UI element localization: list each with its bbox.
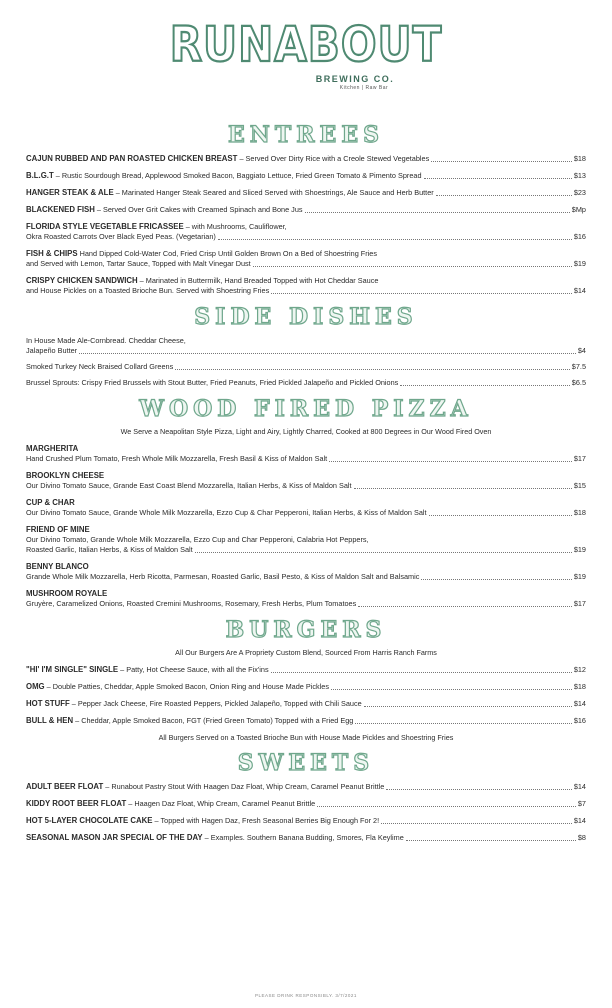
dot-leader — [195, 552, 572, 553]
item-description-line — [26, 816, 586, 826]
item-description-line — [26, 205, 586, 215]
menu-item — [26, 276, 586, 296]
entrees-section — [26, 122, 586, 296]
item-description-line — [26, 535, 586, 545]
dot-leader — [406, 840, 576, 841]
item-text — [26, 599, 356, 609]
item-text — [26, 572, 419, 582]
item-text — [26, 286, 269, 296]
item-text — [26, 545, 193, 555]
item-description: – Marinated in Buttermilk, Hand Breaded Topped with Hot Cheddar Sauce — [139, 276, 379, 285]
item-price-row — [26, 572, 586, 582]
item-text — [26, 799, 315, 809]
item-price: $23 — [573, 188, 586, 197]
item-description: Okra Roasted Carrots Over Black Eyed Peas. (Vegetarian) — [26, 232, 216, 241]
item-price: $18 — [573, 682, 586, 691]
item-price: $18 — [573, 154, 586, 163]
dot-leader — [79, 353, 576, 354]
item-description: Hand Dipped Cold-Water Cod, Fried Crisp Until Golden Brown On a Bed of Shoestring Fries — [79, 249, 378, 258]
item-description-line — [26, 222, 586, 232]
section-intro: We Serve a Neapolitan Style Pizza, Light and Airy, Lightly Charred, Cooked at 800 Degrees in Our Wood Fired Oven — [120, 427, 492, 436]
dot-leader — [386, 789, 572, 790]
dot-leader — [271, 293, 572, 294]
item-description-line — [26, 833, 586, 843]
logo-subtitle: BREWING CO. — [315, 74, 395, 84]
dot-leader — [429, 515, 572, 516]
section-title: SIDE DISHES — [194, 304, 418, 330]
item-description-line — [26, 665, 586, 675]
item-price-row — [26, 259, 586, 269]
item-price-row — [26, 286, 586, 296]
sides-section — [26, 304, 586, 388]
item-description-line — [26, 716, 586, 726]
dot-leader — [175, 369, 570, 370]
section-title: WOOD FIRED PIZZA — [139, 396, 473, 422]
item-description: Hand Crushed Plum Tomato, Fresh Whole Milk Mozzarella, Fresh Basil & Kiss of Maldon Salt — [26, 454, 328, 463]
item-text — [26, 508, 427, 518]
item-name: MARGHERITA — [26, 444, 79, 453]
item-name: HOT 5-LAYER CHOCOLATE CAKE — [26, 816, 153, 825]
dot-leader — [400, 385, 569, 386]
item-description: – Served Over Dirty Rice with a Creole Stewed Vegetables — [239, 154, 430, 163]
item-price: $14 — [573, 816, 586, 825]
item-description: – Double Patties, Cheddar, Apple Smoked Bacon, Onion Ring and House Made Pickles — [46, 682, 329, 691]
sweets-list — [26, 782, 586, 843]
item-text — [26, 716, 353, 726]
item-description: – Cheddar, Apple Smoked Bacon, FGT (Fried Green Tomato) Topped with a Fried Egg — [75, 716, 354, 725]
menu-item — [26, 222, 586, 242]
item-description-line — [26, 782, 586, 792]
menu-item — [26, 378, 586, 388]
item-text — [26, 782, 384, 792]
item-price: $4 — [577, 346, 586, 355]
item-description-line — [26, 799, 586, 809]
item-name: CUP & CHAR — [26, 498, 75, 507]
dot-leader — [218, 239, 572, 240]
item-price: $18 — [573, 508, 586, 517]
pizza-list — [26, 444, 586, 609]
item-description: – Rustic Sourdough Bread, Applewood Smoked Bacon, Baggiato Lettuce, Fried Green Tomato & Pimento Spread — [55, 171, 422, 180]
item-name: FISH & CHIPS — [26, 249, 78, 258]
menu-item — [26, 525, 586, 555]
sides-list — [26, 336, 586, 388]
item-price: $7 — [577, 799, 586, 808]
item-text — [26, 362, 173, 372]
item-name: CAJUN RUBBED AND PAN ROASTED CHICKEN BREAST — [26, 154, 238, 163]
item-name: HANGER STEAK & ALE — [26, 188, 114, 197]
section-title: SWEETS — [237, 750, 375, 776]
item-description-line — [26, 699, 586, 709]
item-text — [26, 171, 422, 181]
item-price: $12 — [573, 665, 586, 674]
section-title: BURGERS — [225, 617, 387, 643]
menu-item — [26, 799, 586, 809]
item-text — [26, 454, 327, 464]
item-price: $6.5 — [571, 378, 586, 387]
item-text — [26, 205, 303, 215]
item-description: – Pepper Jack Cheese, Fire Roasted Peppers, Pickled Jalapeño, Topped with Chili Sauce — [71, 699, 362, 708]
item-price-row — [26, 454, 586, 464]
item-description: and House Pickles on a Toasted Brioche Bun. Served with Shoestring Fries — [26, 286, 270, 295]
item-text — [26, 154, 429, 164]
item-price-row — [26, 508, 586, 518]
item-name: HOT STUFF — [26, 699, 70, 708]
item-price: $8 — [577, 833, 586, 842]
section-note: All Burgers Served on a Toasted Brioche Bun with House Made Pickles and Shoestring Fries — [158, 733, 454, 742]
item-description: – Examples. Southern Banana Budding, Smores, Fla Keylime — [204, 833, 404, 842]
menu-item — [26, 154, 586, 164]
menu-item — [26, 444, 586, 464]
menu-item — [26, 336, 586, 356]
dot-leader — [253, 266, 572, 267]
menu-item — [26, 665, 586, 675]
item-text — [26, 481, 352, 491]
menu-item — [26, 699, 586, 709]
menu-item — [26, 589, 586, 609]
item-description: Jalapeño Butter — [26, 346, 78, 355]
item-text — [26, 378, 398, 388]
dot-leader — [271, 672, 572, 673]
item-price-row — [26, 346, 586, 356]
item-description: Smoked Turkey Neck Braised Collard Greens — [26, 362, 174, 371]
dot-leader — [331, 689, 572, 690]
item-price: $14 — [573, 699, 586, 708]
item-name: FRIEND OF MINE — [26, 525, 90, 534]
item-price: $14 — [573, 286, 586, 295]
menu-item — [26, 816, 586, 826]
item-description: Roasted Garlic, Italian Herbs, & Kiss of Maldon Salt — [26, 545, 193, 554]
item-description-line — [26, 188, 586, 198]
item-text — [26, 259, 251, 269]
item-description: and Served with Lemon, Tartar Sauce, Topped with Malt Vinegar Dust — [26, 259, 251, 268]
item-price: $19 — [573, 572, 586, 581]
dot-leader — [358, 606, 572, 607]
item-description: Gruyère, Caramelized Onions, Roasted Cremini Mushrooms, Rosemary, Fresh Herbs, Plum Tomatoes — [26, 599, 357, 608]
dot-leader — [329, 461, 572, 462]
item-name: OMG — [26, 682, 45, 691]
item-text — [26, 833, 404, 843]
item-name: ADULT BEER FLOAT — [26, 782, 104, 791]
section-intro: All Our Burgers Are A Propriety Custom Blend, Sourced From Harris Ranch Farms — [175, 648, 437, 657]
item-description: – Haagen Daz Float, Whip Cream, Caramel Peanut Brittle — [128, 799, 316, 808]
pizza-section — [26, 396, 586, 609]
dot-leader — [364, 706, 572, 707]
item-name: CRISPY CHICKEN SANDWICH — [26, 276, 138, 285]
dot-leader — [421, 579, 571, 580]
item-description: – Served Over Grit Cakes with Creamed Spinach and Bone Jus — [96, 205, 303, 214]
burgers-list — [26, 665, 586, 726]
item-name: BROOKLYN CHEESE — [26, 471, 105, 480]
item-price: $16 — [573, 232, 586, 241]
menu-item — [26, 188, 586, 198]
item-price: $16 — [573, 716, 586, 725]
item-text — [26, 816, 379, 826]
item-price: $19 — [573, 545, 586, 554]
item-name: KIDDY ROOT BEER FLOAT — [26, 799, 127, 808]
logo-wordmark: RUNABOUT — [169, 16, 443, 73]
logo — [26, 0, 586, 114]
item-description: Grande Whole Milk Mozzarella, Herb Ricotta, Parmesan, Roasted Garlic, Basil Pesto, & Kiss of Maldon Salt and Balsamic — [26, 572, 420, 581]
item-description: Our Divino Tomato Sauce, Grande East Coast Blend Mozzarella, Italian Herbs, & Kiss of Maldon Salt — [26, 481, 352, 490]
footer-note: PLEASE DRINK RESPONSIBLY. 3/7/2021 — [255, 993, 357, 998]
item-text — [26, 188, 434, 198]
item-text — [26, 682, 329, 692]
item-price: $19 — [573, 259, 586, 268]
item-description: Our Divino Tomato Sauce, Grande Whole Milk Mozzarella, Ezzo Cup & Char Pepperoni, Italian Herbs, & Kiss of Maldon Salt — [26, 508, 427, 517]
item-text — [26, 665, 269, 675]
item-price: $Mp — [571, 205, 586, 214]
logo-tagline: Kitchen | Raw Bar — [339, 85, 389, 91]
menu-item — [26, 249, 586, 269]
menu-item — [26, 562, 586, 582]
item-description: – with Mushrooms, Cauliflower, — [185, 222, 287, 231]
item-description-line — [26, 249, 586, 259]
menu-item — [26, 205, 586, 215]
item-description: – Marinated Hanger Steak Seared and Sliced Served with Shoestrings, Ale Sauce and Herb Butter — [115, 188, 434, 197]
menu-item — [26, 171, 586, 181]
item-description: – Patty, Hot Cheese Sauce, with all the Fix'ins — [120, 665, 269, 674]
item-description: In House Made Ale-Cornbread. Cheddar Cheese, — [26, 336, 186, 345]
item-price-row — [26, 599, 586, 609]
item-name: SEASONAL MASON JAR SPECIAL OF THE DAY — [26, 833, 203, 842]
dot-leader — [381, 823, 572, 824]
item-price: $17 — [573, 454, 586, 463]
menu-item — [26, 682, 586, 692]
item-description-line — [26, 336, 586, 346]
item-price-row — [26, 362, 586, 372]
dot-leader — [317, 806, 576, 807]
burgers-section — [26, 617, 586, 742]
dot-leader — [305, 212, 570, 213]
menu-item — [26, 471, 586, 491]
item-text — [26, 346, 77, 356]
item-name: FLORIDA STYLE VEGETABLE FRICASSEE — [26, 222, 184, 231]
item-description-line — [26, 682, 586, 692]
item-price-row — [26, 378, 586, 388]
item-price-row — [26, 232, 586, 242]
item-description: Our Divino Tomato, Grande Whole Milk Mozzarella, Ezzo Cup and Char Pepperoni, Calabria Hot Peppers, — [26, 535, 369, 544]
menu-item — [26, 833, 586, 843]
item-name: BENNY BLANCO — [26, 562, 89, 571]
item-name: B.L.G.T — [26, 171, 54, 180]
item-price: $7.5 — [571, 362, 586, 371]
section-title: ENTREES — [228, 122, 384, 148]
dot-leader — [431, 161, 572, 162]
menu-item — [26, 498, 586, 518]
item-description-line — [26, 154, 586, 164]
item-name: BLACKENED FISH — [26, 205, 95, 214]
menu-item — [26, 362, 586, 372]
menu-item — [26, 782, 586, 792]
item-description: Brussel Sprouts: Crispy Fried Brussels with Stout Butter, Fried Peanuts, Fried Pickled Jalapeño and Pickled Onions — [26, 378, 399, 387]
item-description: – Topped with Hagen Daz, Fresh Seasonal Berries Big Enough For 2! — [154, 816, 380, 825]
dot-leader — [355, 723, 571, 724]
item-name: "HI' I'M SINGLE" SINGLE — [26, 665, 119, 674]
item-name: MUSHROOM ROYALE — [26, 589, 108, 598]
item-description-line — [26, 276, 586, 286]
dot-leader — [424, 178, 572, 179]
item-text — [26, 232, 216, 242]
item-price: $15 — [573, 481, 586, 490]
item-price-row — [26, 481, 586, 491]
menu-item — [26, 716, 586, 726]
item-description-line — [26, 171, 586, 181]
item-price-row — [26, 545, 586, 555]
item-name: BULL & HEN — [26, 716, 74, 725]
item-price: $14 — [573, 782, 586, 791]
dot-leader — [436, 195, 572, 196]
sweets-section — [26, 750, 586, 843]
item-text — [26, 699, 362, 709]
item-price: $17 — [573, 599, 586, 608]
dot-leader — [354, 488, 572, 489]
item-description: – Runabout Pastry Stout With Haagen Daz Float, Whip Cream, Caramel Peanut Brittle — [105, 782, 385, 791]
item-price: $13 — [573, 171, 586, 180]
entrees-list — [26, 154, 586, 296]
